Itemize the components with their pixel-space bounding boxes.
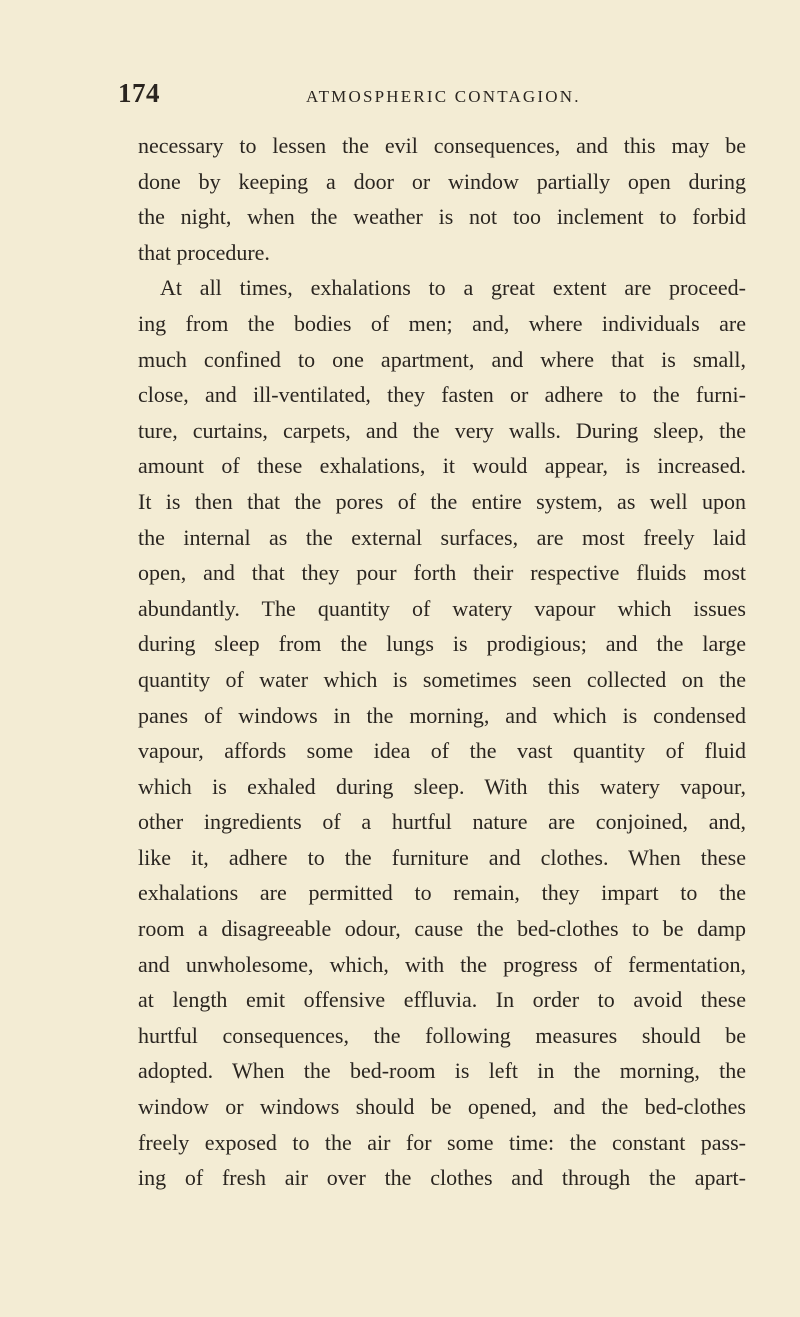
text-line: window or windows should be opened, and the bed-clothes <box>138 1094 746 1120</box>
text-line: the night, when the weather is not too inclement to forbid <box>138 204 746 230</box>
text-line: vapour, affords some idea of the vast quantity of fluid <box>138 738 746 764</box>
text-line: ing from the bodies of men; and, where individuals are <box>138 310 746 336</box>
text-line: the internal as the external surfaces, are most freely laid <box>138 524 746 550</box>
text-line: at length emit offensive effluvia. In order to avoid these <box>138 987 746 1013</box>
page-header <box>118 78 738 112</box>
text-line: which is exhaled during sleep. With this watery vapour, <box>138 773 746 799</box>
text-line: necessary to lessen the evil consequences, and this may be <box>138 133 746 158</box>
text-line: freely exposed to the air for some time: the constant pass- <box>138 1129 746 1155</box>
text-line: hurtful consequences, the following measures should be <box>138 1022 746 1048</box>
text-line: other ingredients of a hurtful nature are conjoined, and, <box>138 809 746 835</box>
text-line: It is then that the pores of the entire system, as well upon <box>138 488 746 514</box>
text-line: ture, curtains, carpets, and the very walls. During sleep, the <box>138 417 746 443</box>
text-line: much confined to one apartment, and where that is small, <box>138 346 746 372</box>
text-line: quantity of water which is sometimes seen collected on the <box>138 666 746 692</box>
text-line: and unwholesome, which, with the progress of fermentation, <box>138 951 746 977</box>
text-line: panes of windows in the morning, and which is condensed <box>138 702 746 728</box>
text-line: abundantly. The quantity of watery vapour which issues <box>138 595 746 621</box>
text-line: adopted. When the bed-room is left in the morning, the <box>138 1058 746 1084</box>
body-text <box>138 128 746 1196</box>
text-line: close, and ill-ventilated, they fasten or adhere to the furni- <box>138 382 746 408</box>
text-line: open, and that they pour forth their respective fluids most <box>138 560 746 586</box>
running-head: ATMOSPHERIC CONTAGION. <box>306 87 581 106</box>
text-line: room a disagreeable odour, cause the bed-clothes to be damp <box>138 916 746 942</box>
text-line: amount of these exhalations, it would appear, is increased. <box>138 453 746 479</box>
text-line: ing of fresh air over the clothes and through the apart- <box>138 1165 746 1191</box>
text-line: At all times, exhalations to a great extent are proceed- <box>160 275 746 301</box>
text-line: exhalations are permitted to remain, they impart to the <box>138 880 746 906</box>
page-number: 174 <box>118 78 160 108</box>
text-line: done by keeping a door or window partially open during <box>138 168 746 194</box>
text-line: during sleep from the lungs is prodigious; and the large <box>138 631 746 657</box>
text-line: like it, adhere to the furniture and clothes. When these <box>138 844 746 870</box>
text-line: that procedure. <box>138 239 270 265</box>
